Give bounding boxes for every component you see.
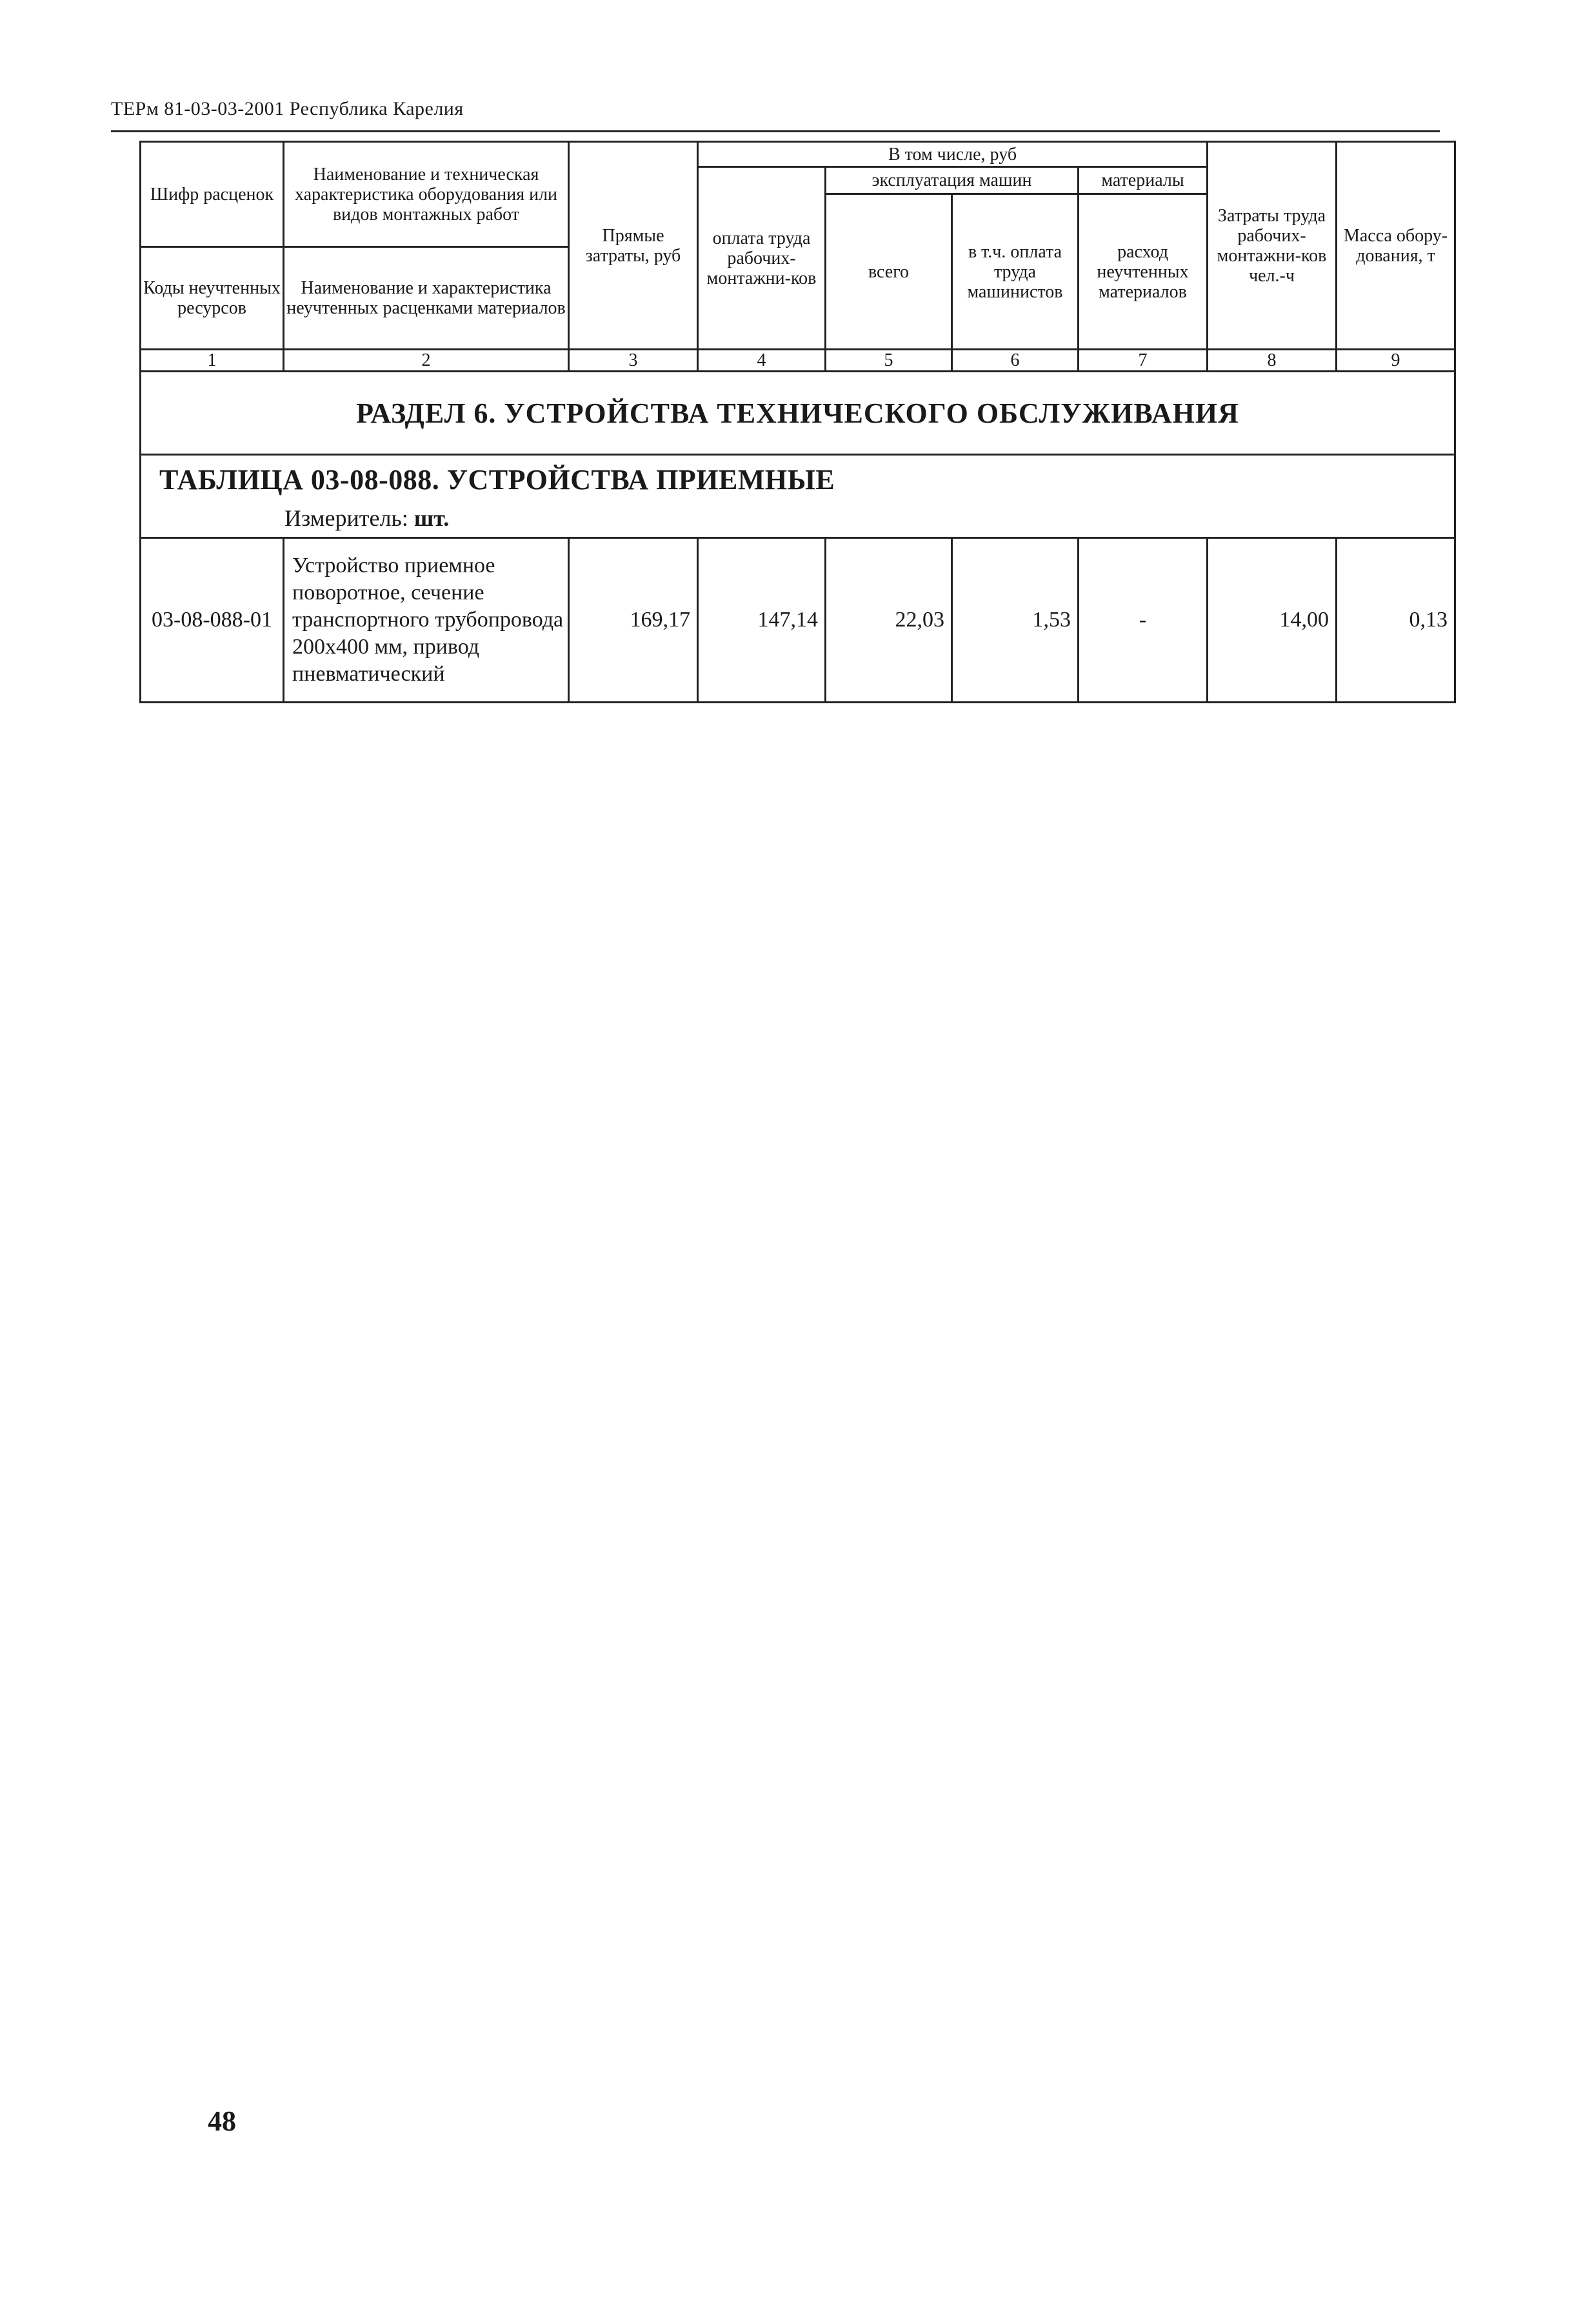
column-number: 1 [141,350,284,372]
table-title: ТАБЛИЦА 03-08-088. УСТРОЙСТВА ПРИЕМНЫЕ [159,464,835,496]
machine-labor-value: 1,53 [952,538,1079,703]
column-numbers-row [141,350,1455,372]
mass-value: 0,13 [1337,538,1455,703]
table-title-cell [141,455,1455,538]
machine-total-value: 22,03 [826,538,952,703]
column-number: 8 [1208,350,1337,372]
header-materials-consumption: расход неучтенных материалов [1079,194,1208,350]
labor-pay-value: 147,14 [698,538,826,703]
column-number: 6 [952,350,1079,372]
header-resource-name: Наименование и характеристика неучтенных расценками материалов [286,278,566,318]
header-machine-total: всего [826,194,952,350]
page-number: 48 [208,2105,236,2137]
column-number: 4 [698,350,826,372]
column-number: 3 [569,350,698,372]
unit-label: Измеритель: [284,505,408,531]
header-code-cell [141,142,284,350]
header-resource-codes: Коды неучтенных ресурсов [143,278,281,318]
header-direct-costs: Прямые затраты, руб [569,142,698,350]
header-name-cell [284,142,569,350]
header-labor-costs: Затраты труда рабочих-монтажни-ков чел.-ч [1208,142,1337,350]
column-number: 7 [1079,350,1208,372]
section-title: РАЗДЕЛ 6. УСТРОЙСТВА ТЕХНИЧЕСКОГО ОБСЛУЖИВАНИЯ [141,372,1455,455]
header-machine-labor: в т.ч. оплата труда машинистов [952,194,1079,350]
rate-name: Устройство приемное поворотное, сечение транспортного трубопровода 200х400 мм, привод пневматический [284,538,569,703]
rate-code: 03-08-088-01 [141,538,284,703]
header-code: Шифр расценок [141,143,283,248]
running-header: ТЕРм 81-03-03-2001 Республика Карелия [111,98,464,119]
header-rule [111,130,1440,132]
unit-value: шт. [413,505,450,531]
column-number: 5 [826,350,952,372]
table-row [141,538,1455,703]
column-number: 2 [284,350,569,372]
unit-line [284,505,450,531]
header-including: В том числе, руб [698,142,1208,167]
materials-value: - [1079,538,1208,703]
header-machine-operation: эксплуатация машин [826,167,1079,194]
header-labor-pay: оплата труда рабочих-монтажни-ков [698,167,826,350]
header-equipment-mass: Масса обору-дования, т [1337,142,1455,350]
header-name: Наименование и техническая характеристика оборудования или видов монтажных работ [284,143,568,248]
column-number: 9 [1337,350,1455,372]
direct-costs-value: 169,17 [569,538,698,703]
labor-costs-value: 14,00 [1208,538,1337,703]
header-materials: материалы [1079,167,1208,194]
rates-table [139,141,1456,703]
